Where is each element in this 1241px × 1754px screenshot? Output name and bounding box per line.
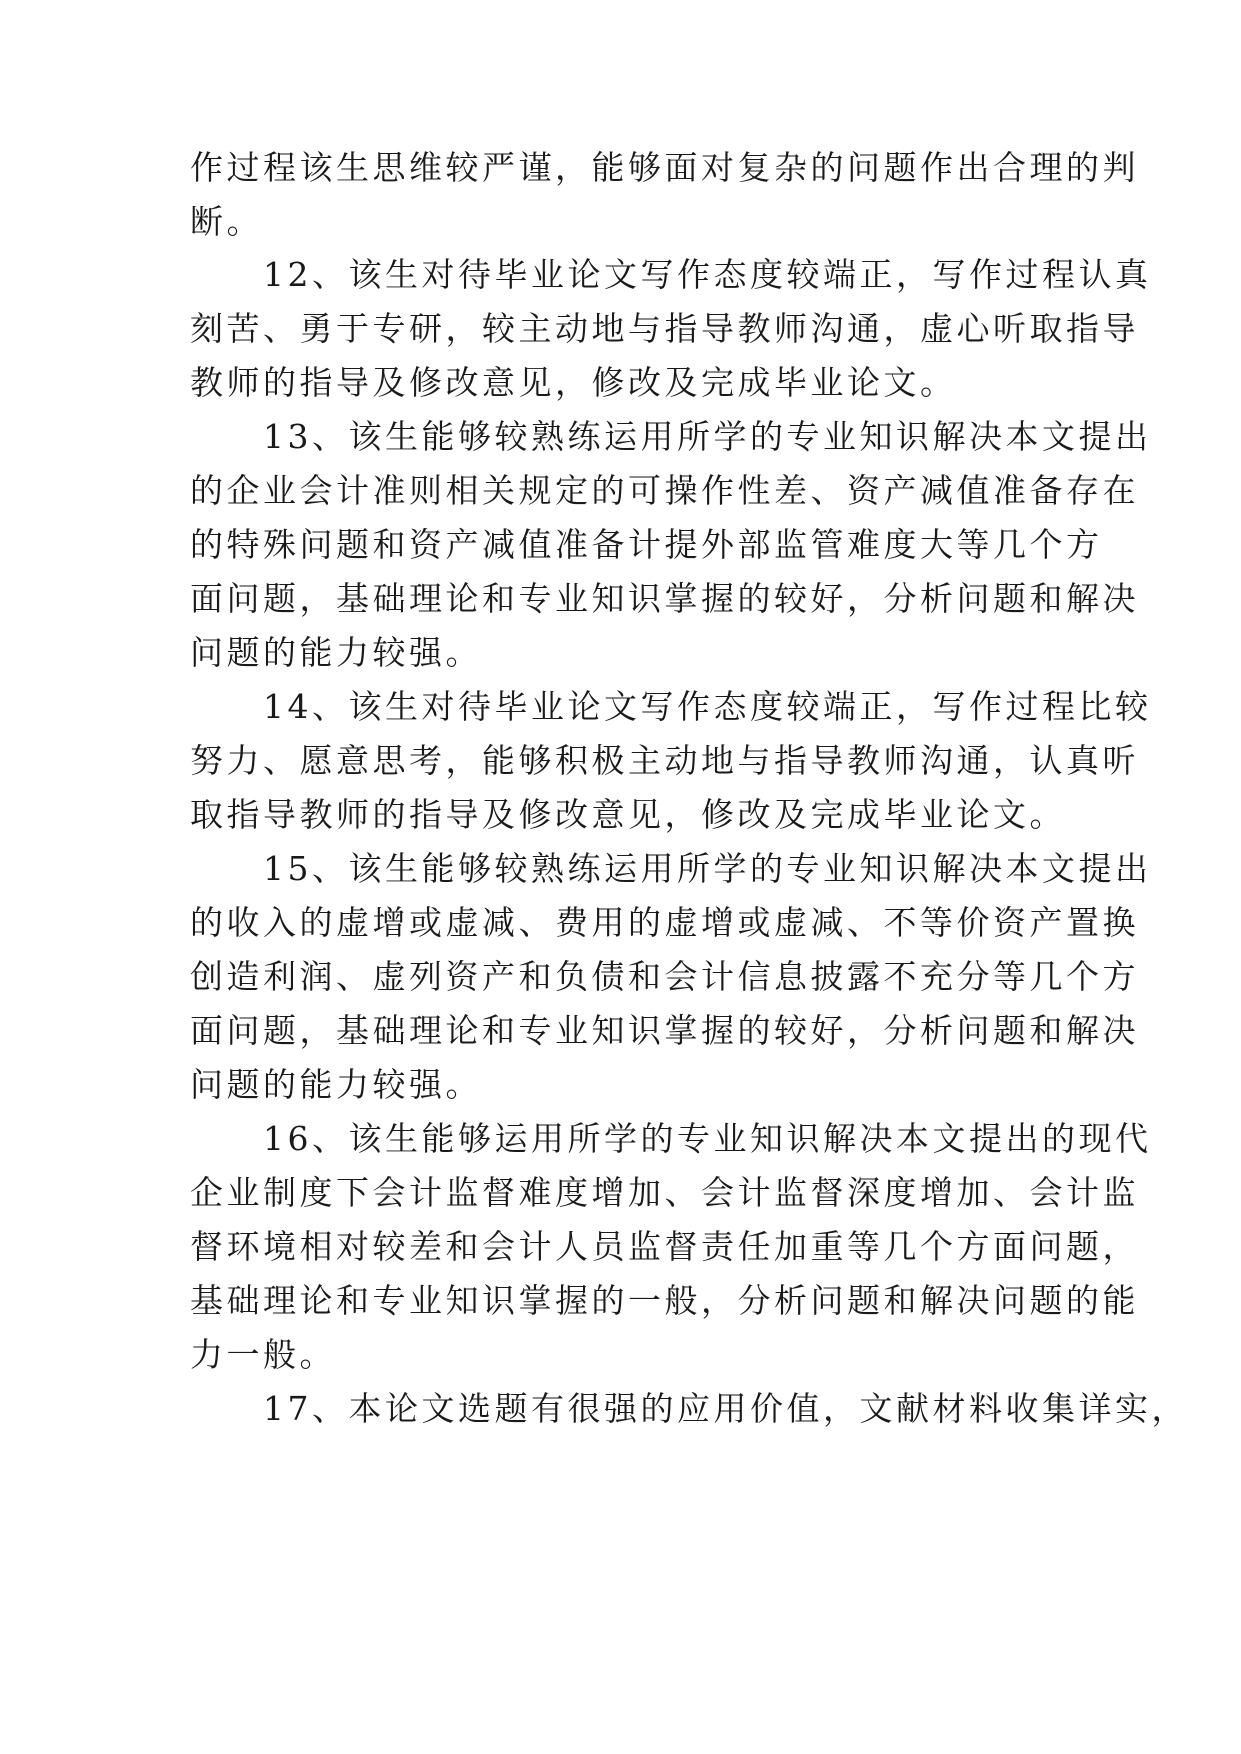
text-line: 督环境相对较差和会计人员监督责任加重等几个方面问题， <box>190 1227 1139 1266</box>
text-line: 努力、愿意思考，能够积极主动地与指导教师沟通，认真听 <box>190 741 1139 780</box>
text-line: 断。 <box>190 202 263 241</box>
text-line: 企业制度下会计监督难度增加、会计监督深度增加、会计监 <box>190 1173 1139 1212</box>
text-line: 教师的指导及修改意见，修改及完成毕业论文。 <box>190 363 957 402</box>
text-line: 问题的能力较强。 <box>190 1065 482 1104</box>
text-line: 13、该生能够较熟练运用所学的专业知识解决本文提出 <box>190 417 1152 456</box>
text-line: 14、该生对待毕业论文写作态度较端正，写作过程比较 <box>190 687 1152 726</box>
text-line: 的收入的虚增或虚减、费用的虚增或虚减、不等价资产置换 <box>190 903 1139 942</box>
text-line: 力一般。 <box>190 1335 336 1374</box>
text-line: 的企业会计准则相关规定的可操作性差、资产减值准备存在 <box>190 471 1139 510</box>
text-line: 12、该生对待毕业论文写作态度较端正，写作过程认真 <box>190 255 1152 294</box>
text-line: 面问题，基础理论和专业知识掌握的较好，分析问题和解决 <box>190 1011 1139 1050</box>
text-line: 刻苦、勇于专研，较主动地与指导教师沟通，虚心听取指导 <box>190 309 1139 348</box>
text-line: 面问题，基础理论和专业知识掌握的较好，分析问题和解决 <box>190 579 1139 618</box>
text-line: 创造利润、虚列资产和负债和会计信息披露不充分等几个方 <box>190 957 1139 996</box>
text-line: 17、本论文选题有很强的应用价值，文献材料收集详实， <box>190 1389 1188 1428</box>
text-line: 基础理论和专业知识掌握的一般，分析问题和解决问题的能 <box>190 1281 1139 1320</box>
text-line: 取指导教师的指导及修改意见，修改及完成毕业论文。 <box>190 795 1066 834</box>
text-line: 16、该生能够运用所学的专业知识解决本文提出的现代 <box>190 1119 1152 1158</box>
text-line: 问题的能力较强。 <box>190 633 482 672</box>
text-line: 的特殊问题和资产减值准备计提外部监管难度大等几个方 <box>190 525 1103 564</box>
text-line: 作过程该生思维较严谨，能够面对复杂的问题作出合理的判 <box>190 148 1139 187</box>
text-line: 15、该生能够较熟练运用所学的专业知识解决本文提出 <box>190 849 1152 888</box>
